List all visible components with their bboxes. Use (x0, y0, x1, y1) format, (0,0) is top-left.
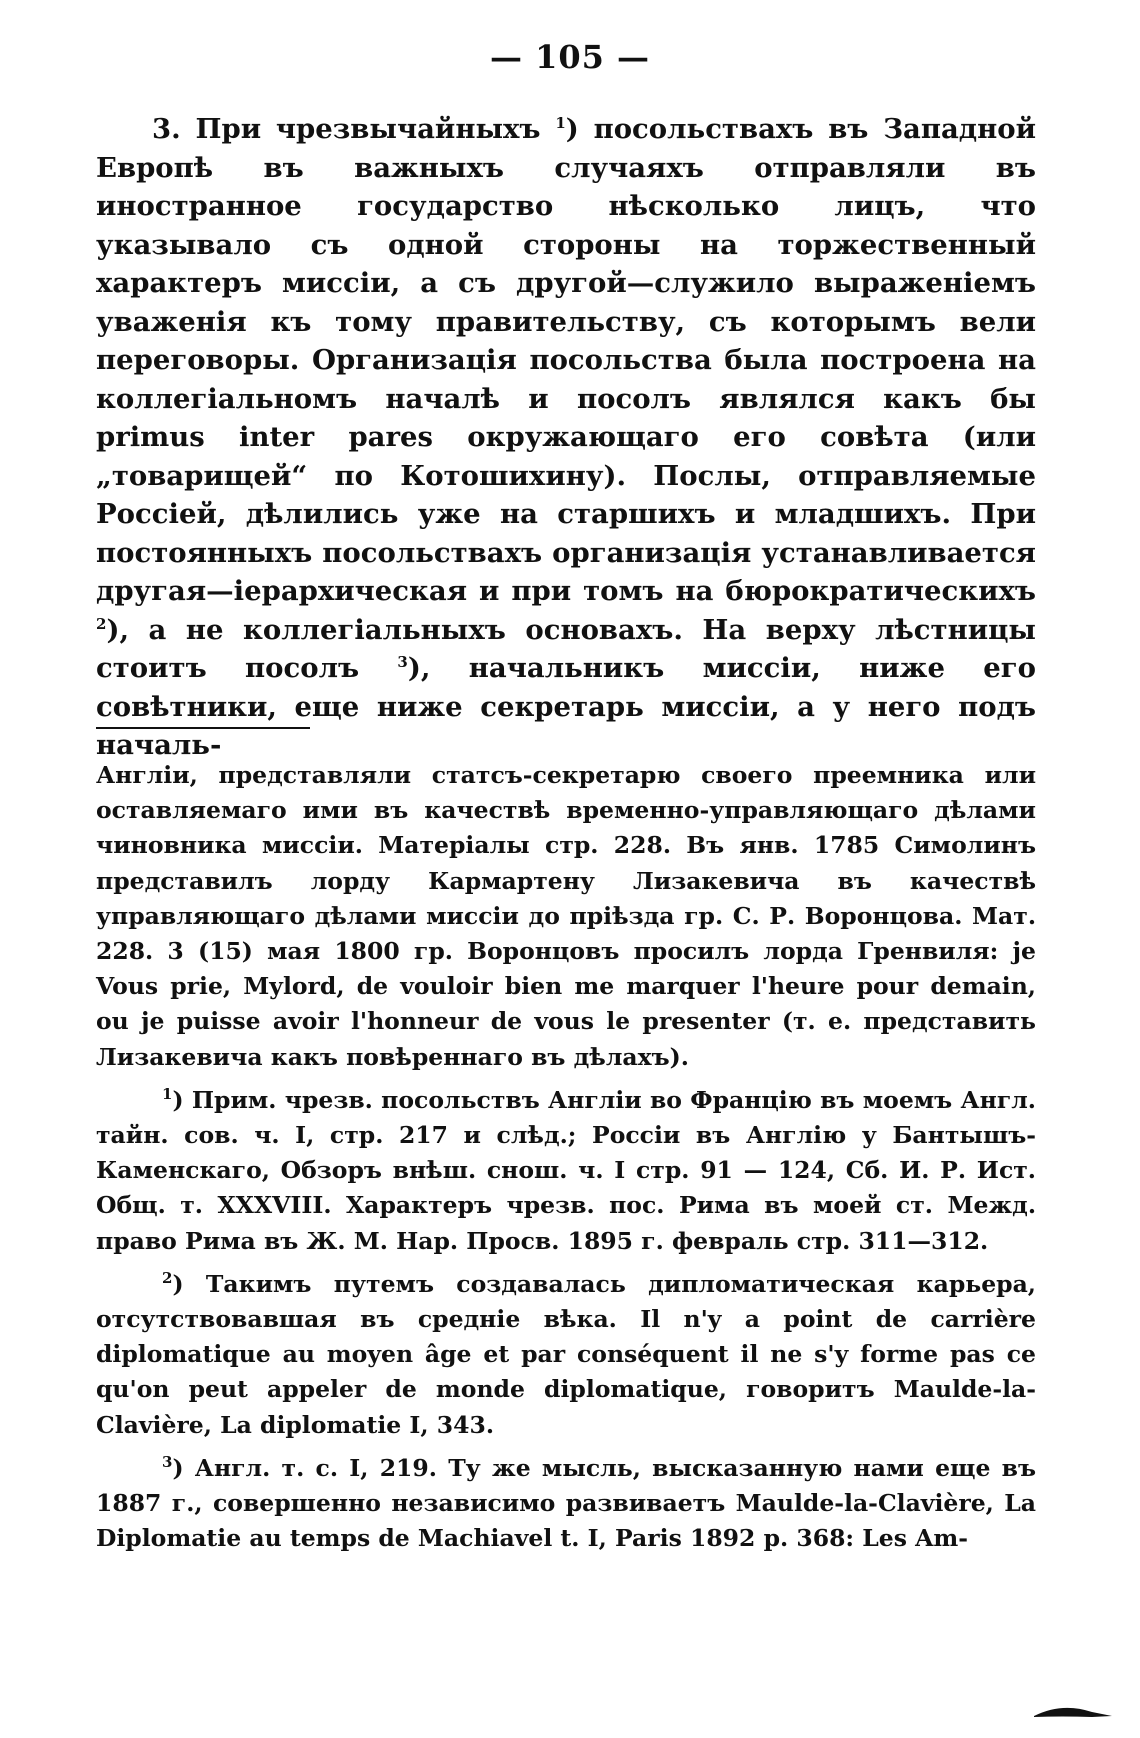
page-edge-mark (1032, 1700, 1114, 1720)
footnote-marker: 3 (162, 1453, 173, 1472)
footnote-divider (96, 727, 310, 729)
main-text-segment: ), начальникъ миссіи, ниже его совѣтники, еще ниже секретарь миссіи, а у него подъ началь- (96, 652, 1036, 761)
footnote-marker: 2 (162, 1269, 173, 1288)
footnote-marker: 1 (162, 1085, 173, 1103)
footnote-2 (96, 1267, 1036, 1443)
footnote-1 (96, 1083, 1036, 1259)
footnotes (96, 758, 1036, 1556)
footnote-text: ) Англ. т. с. I, 219. Ту же мысль, высказанную нами еще въ 1887 г., совершенно независимо развиваетъ Maulde-la-Clavière, La Diplomatie au temps de Machiavel t. I, Paris 1892 p. 368: Les Am- (96, 1453, 1036, 1553)
footnote-text: ) Прим. чрезв. посольствъ Англіи во Францію въ моемъ Англ. тайн. сов. ч. I, стр. 217 и слѣд.; Россіи въ Англію у Бантышъ-Каменскаго, Обзоръ внѣш. снош. ч. I стр. 91 — 124, Сб. И. Р. Ист. Общ. т. XXXVIII. Характеръ чрезв. пос. Рима въ моей ст. Межд. право Рима въ Ж. М. Нар. Просв. 1895 г. февраль стр. 311—312. (96, 1085, 1036, 1255)
footnote-reference: 2 (96, 614, 107, 633)
main-text-segment: ), а не коллегіальныхъ основахъ. На верху лѣстницы стоитъ посолъ (96, 613, 1036, 684)
footnote-text: ) Такимъ путемъ создавалась дипломатическая карьера, отсутствовавшая въ средніе вѣка. Il n'y a point de carrière diplomatique au moyen âge et par conséquent il ne s'y forme pas ce qu'on peut appeler de monde diplomatique, говоритъ Maulde-la-Clavière, La diplomatie I, 343. (96, 1269, 1036, 1439)
main-paragraph (96, 110, 1036, 765)
footnote-reference: 3 (397, 652, 408, 671)
footnote-reference: 1 (555, 113, 566, 132)
main-text (96, 110, 1036, 765)
main-text-segment: ) посольствахъ въ Западной Европѣ въ важныхъ случаяхъ отправляли въ иностранное государство нѣсколько лицъ, что указывало съ одной стороны на торжественный характеръ миссіи, а съ другой—служило выраженіемъ уваженія къ тому правительству, съ которымъ вели переговоры. Организація посольства была построена на коллегіальномъ началѣ и посолъ являлся какъ бы primus inter pares окружающаго его совѣта (или „товарищей“ по Котошихину). Послы, отправляемые Россіей, дѣлились уже на старшихъ и младшихъ. При постоянныхъ посольствахъ организація устанавливается другая—іерархическая и при томъ на бюрократическихъ (96, 113, 1036, 607)
footnote-continuation: Англіи, представляли статсъ-секретарю своего преемника или оставляемаго ими въ качествѣ временно-управляющаго дѣлами чиновника миссіи. Матеріалы стр. 228. Въ янв. 1785 Симолинъ представилъ лорду Кармартену Лизакевича въ качествѣ управляющаго дѣлами миссіи до пріѣзда гр. С. Р. Воронцова. Мат. 228. 3 (15) мая 1800 гр. Воронцовъ просилъ лорда Гренвиля: je Vous prie, Mylord, de vouloir bien me marquer l'heure pour demain, ou je puisse avoir l'honneur de vous le presenter (т. е. представить Лизакевича какъ повѣреннаго въ дѣлахъ). (96, 761, 1036, 1071)
footnote-3 (96, 1451, 1036, 1557)
main-text-segment: 3. При чрезвычайныхъ (152, 113, 556, 145)
page-number: — 105 — (489, 38, 651, 76)
